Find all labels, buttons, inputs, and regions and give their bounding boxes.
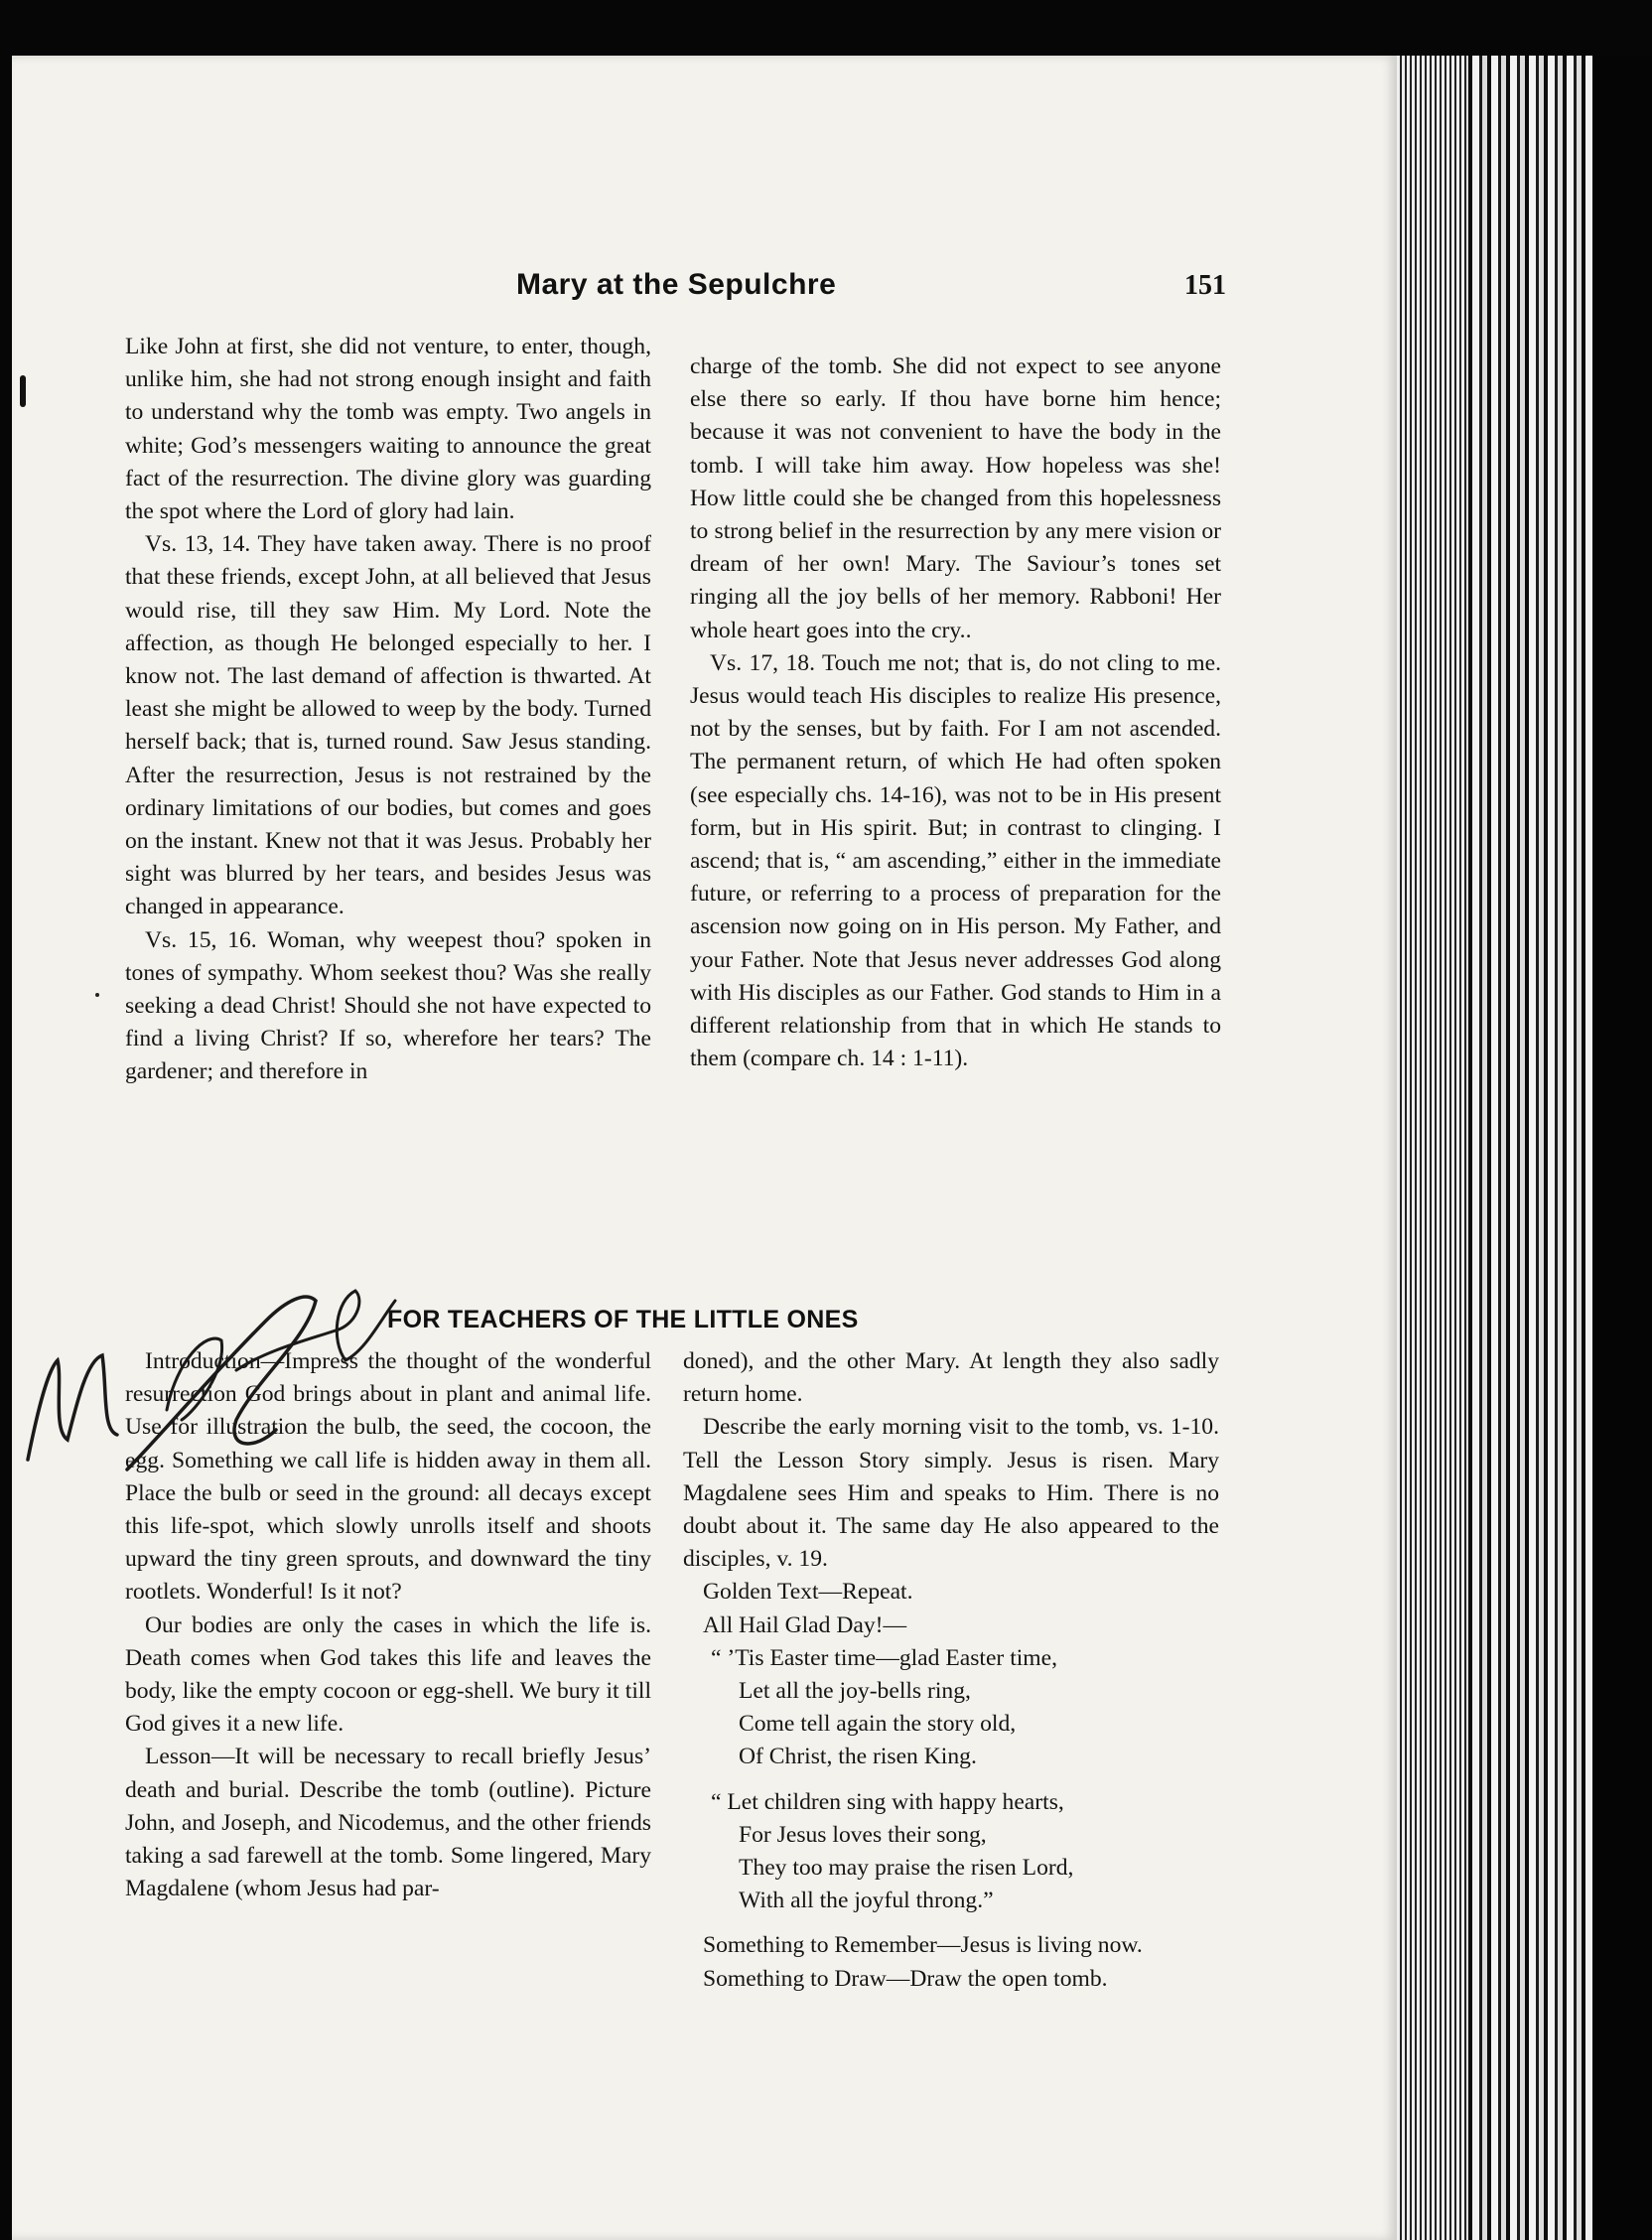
paragraph: doned), and the other Mary. At length they also sadly return home. <box>683 1348 1219 1408</box>
hymn-line: Come tell again the story old, <box>739 1711 1017 1738</box>
hymn-line: “ Let children sing with happy hearts, <box>711 1788 1064 1815</box>
teachers-column-right <box>683 1345 1219 1996</box>
paragraph: Our bodies are only the cases in which the life is. Death comes when God takes this life and leaves the body, like the empty cocoon or egg-shell. We bury it till God gives it a new life. <box>125 1611 651 1738</box>
paragraph: Describe the early morning visit to the tomb, vs. 1-10. Tell the Lesson Story simply. Jesus is risen. Mary Magdalene sees Him and speaks to Him. There is no doubt about it. The same day He also appeared to the disciples, v. 19. <box>683 1414 1219 1573</box>
something-to-draw: Something to Draw—Draw the open tomb. <box>703 1965 1108 1992</box>
page-edges <box>1397 56 1652 2240</box>
paragraph: Introduction—Impress the thought of the wonderful resurrection God brings about in plant and animal life. Use for illustration the bulb, the seed, the cocoon, the egg. Something we call life is hidden away in them all. Place the bulb or seed in the ground: all decays except this life-spot, which slowly unrolls itself and shoots upward the tiny green sprouts, and downward the tiny rootlets. Wonderful! Is it not? <box>125 1348 651 1606</box>
paragraph: charge of the tomb. She did not expect to see anyone else there so early. If thou have borne him hence; because it was not convenient to have the body in the tomb. I will take him away. How hopeless was she! How little could she be changed from this hopelessness to strong belief in the resurrection by any mere vision or dream of her own! Mary. The Saviour’s tones set ringing all the joy bells of her memory. Rabboni! Her whole heart goes into the cry.. <box>690 353 1221 643</box>
ink-dot <box>95 993 99 997</box>
hymn-line: “ ’Tis Easter time—glad Easter time, <box>711 1644 1058 1671</box>
paragraph: Lesson—It will be necessary to recall briefly Jesus’ death and burial. Describe the tomb (outline). Picture John, and Joseph, and Nicodemus, and the other friends taking a sad farewell at the tomb. Some lingered, Mary Magdalene (whom Jesus had par- <box>125 1744 651 1902</box>
hymn-line: With all the joyful throng.” <box>739 1888 994 1914</box>
paragraph: Vs. 15, 16. Woman, why weepest thou? spoken in tones of sympathy. Whom seekest thou? Was she really seeking a dead Christ! Should she not have expected to find a living Christ? If so, wherefore her tears? The gardener; and therefore in <box>125 926 651 1085</box>
golden-text: Golden Text—Repeat. <box>703 1579 913 1606</box>
hymn-line: For Jesus loves their song, <box>739 1821 987 1848</box>
commentary-column-left <box>125 331 651 1089</box>
something-to-remember: Something to Remember—Jesus is living now. <box>703 1932 1143 1959</box>
hymn-line: They too may praise the risen Lord, <box>739 1855 1074 1882</box>
handwritten-signature <box>8 1261 435 1489</box>
paragraph: Vs. 13, 14. They have taken away. There is no proof that these friends, except John, at all believed that Jesus would rise, till they saw Him. My Lord. Note the affection, as though He belonged especially to her. I know not. The last demand of affection is thwarted. At least she might be allowed to weep by the body. Turned herself back; that is, turned round. Saw Jesus standing. After the resurrection, Jesus is not restrained by the ordinary limitations of our bodies, but comes and goes on the instant. Knew not that it was Jesus. Probably her sight was blurred by her tears, and besides Jesus was changed in appearance. <box>125 531 651 920</box>
running-title: Mary at the Sepulchre <box>516 268 837 301</box>
hymn-line: Let all the joy-bells ring, <box>739 1678 971 1705</box>
paragraph: Vs. 17, 18. Touch me not; that is, do not cling to me. Jesus would teach His disciples to realize His presence, not by the senses, but by faith. For I am not ascended. The permanent return, of which He had often spoken (see especially chs. 14-16), was not to be in His present form, but in His spirit. But; in contrast to clinging. I ascend; that is, “ am ascending,” either in the immediate future, or referring to a process of preparation for the ascension now going on in His person. My Father, and your Father. Note that Jesus never addresses God along with His disciples as our Father. God stands to Him in a different relationship from that in which He stands to them (compare ch. 14 : 1-11). <box>690 649 1221 1072</box>
commentary-column-right <box>690 350 1221 1075</box>
hymn-title: All Hail Glad Day!— <box>703 1611 907 1638</box>
paragraph: Like John at first, she did not venture, to enter, though, unlike him, she had not strong enough insight and faith to understand why the tomb was empty. Two angels in white; God’s messengers waiting to announce the great fact of the resurrection. The divine glory was guarding the spot where the Lord of glory had lain. <box>125 334 651 525</box>
hymn-stanza <box>711 1642 1219 1774</box>
page-number: 151 <box>1184 270 1226 301</box>
section-title: FOR TEACHERS OF THE LITTLE ONES <box>387 1306 859 1333</box>
page-header <box>0 268 1385 318</box>
hymn <box>711 1642 1219 1918</box>
binding-mark <box>20 375 26 407</box>
hymn-stanza <box>711 1786 1219 1918</box>
hymn-line: Of Christ, the risen King. <box>739 1744 977 1770</box>
